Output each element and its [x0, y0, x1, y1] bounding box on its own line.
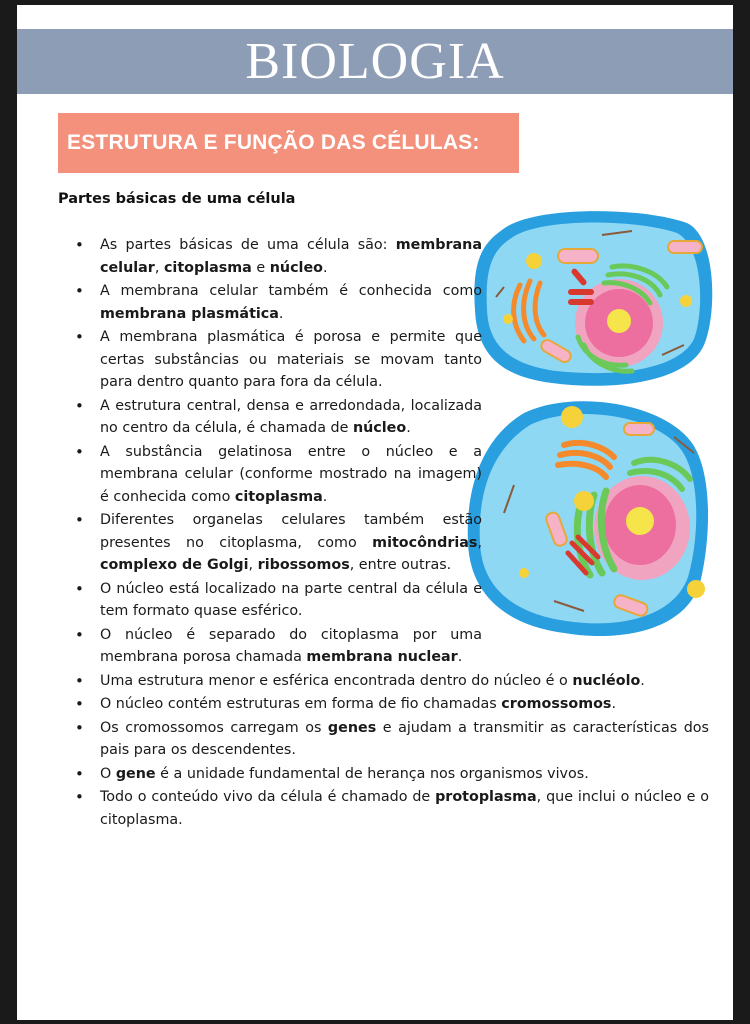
bold-term: membrana plasmática: [100, 305, 279, 322]
bold-term: membrana celular: [100, 237, 482, 276]
bullet-text: .: [611, 696, 616, 712]
bullet-text: ,: [248, 557, 258, 573]
bullet-item: [71, 717, 709, 762]
bold-term: ribossomos: [257, 557, 350, 573]
bullet-item: [71, 763, 709, 786]
bullet-text: Os cromossomos carregam os: [100, 719, 328, 736]
bullet-text: As partes básicas de uma célula são:: [100, 237, 396, 253]
bullet-text: .: [406, 420, 411, 436]
bullet-text: .: [457, 649, 463, 665]
bold-term: núcleo: [269, 259, 323, 276]
bullet-text: .: [322, 259, 328, 276]
subheading: Partes básicas de uma célula: [58, 191, 296, 207]
document-page: [17, 5, 733, 1020]
section-title: ESTRUTURA E FUNÇÃO DAS CÉLULAS:: [67, 131, 480, 154]
bullet-text: Diferentes organelas celulares também estão presentes no citoplasma, como: [100, 512, 482, 551]
bullet-text: ,: [477, 534, 482, 551]
bold-term: membrana nuclear: [306, 649, 458, 665]
bullet-item: [71, 234, 482, 279]
bullet-text: é a unidade fundamental de herança nos organismos vivos.: [155, 765, 589, 782]
bullet-item: [71, 326, 482, 394]
bullet-text: O núcleo está localizado na parte central da célula e tem formato quase esférico.: [100, 580, 482, 619]
bold-term: núcleo: [352, 420, 407, 436]
bullet-text: .: [278, 305, 284, 322]
bullet-text: e: [251, 259, 270, 276]
bullet-text: O núcleo contém estruturas em forma de fio chamadas: [100, 696, 502, 712]
bullet-text: A substância gelatinosa entre o núcleo e a membrana celular (conforme mostrado na imagem) é conhecida como: [100, 443, 482, 505]
bullet-item: [71, 670, 709, 693]
title-banner: [17, 29, 733, 94]
bold-term: complexo de Golgi: [100, 557, 249, 573]
bullet-text: Todo o conteúdo vivo da célula é chamado de: [100, 789, 436, 805]
bold-term: nucléolo: [572, 672, 641, 689]
bullet-item: [71, 509, 482, 577]
bold-term: mitocôndrias: [372, 534, 478, 551]
bullet-item: [71, 578, 482, 623]
bullet-text: .: [322, 488, 328, 505]
bold-term: citoplasma: [163, 259, 252, 276]
bullet-item: [71, 786, 709, 831]
bullet-text: O: [100, 765, 116, 782]
bullet-text: O núcleo é separado do citoplasma por uma membrana porosa chamada: [100, 626, 482, 665]
page-title: BIOLOGIA: [245, 33, 505, 90]
bullet-item: [71, 441, 482, 509]
bullet-text: Uma estrutura menor e esférica encontrada dentro do núcleo é o: [100, 672, 573, 689]
bold-term: citoplasma: [234, 488, 323, 505]
bullet-item: [71, 280, 482, 325]
bullet-text: , entre outras.: [349, 557, 452, 573]
bullet-item: [71, 395, 482, 440]
bullet-text: ,: [154, 259, 164, 276]
bullet-text: e ajudam a transmitir as características dos pais para os descendentes.: [100, 719, 709, 758]
bold-term: gene: [115, 765, 156, 782]
bullet-text: .: [640, 672, 645, 689]
bullet-text: A membrana plasmática é porosa e permite que certas substâncias ou materiais se movam tanto para dentro quanto para fora da célula.: [100, 329, 482, 390]
bullet-text: , que inclui o núcleo e o citoplasma.: [100, 789, 709, 828]
bullet-list: [71, 234, 709, 832]
bullet-text: A estrutura central, densa e arredondada, localizada no centro da célula, é chamada de: [100, 397, 482, 436]
bold-term: cromossomos: [501, 696, 612, 712]
bullet-item: [71, 624, 482, 669]
bold-term: genes: [327, 719, 377, 736]
bullet-item: [71, 693, 709, 716]
bold-term: protoplasma: [435, 789, 537, 805]
bullet-text: A membrana celular também é conhecida como: [100, 283, 482, 299]
section-title-box: [58, 113, 519, 173]
